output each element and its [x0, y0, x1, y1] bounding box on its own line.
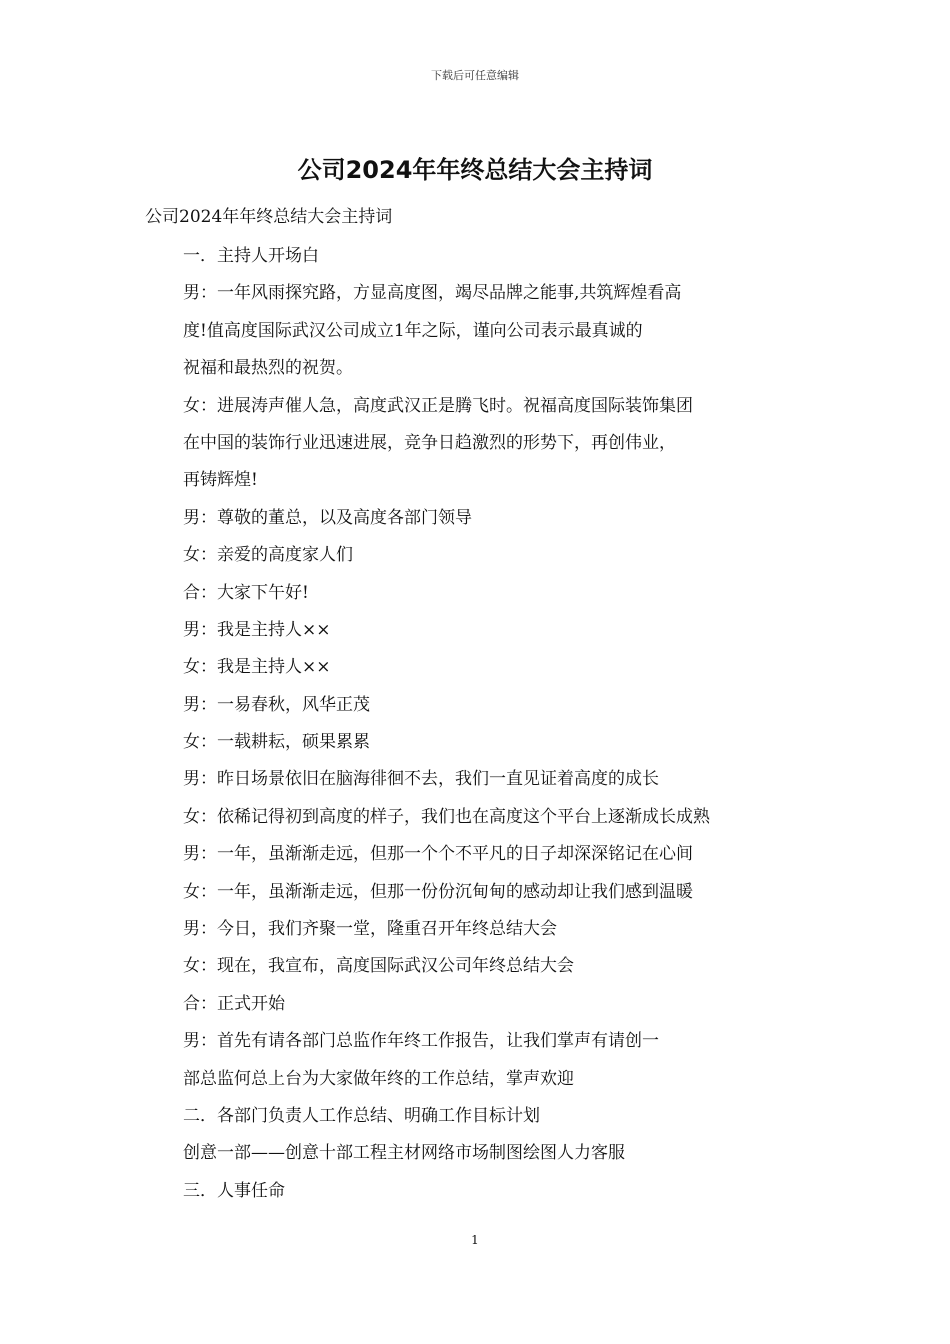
text-line: 三．人事任命 — [183, 1180, 285, 1201]
header-note: 下载后可任意编辑 — [431, 69, 519, 82]
text-line: 创意一部——创意十部工程主材网络市场制图绘图人力客服 — [183, 1143, 625, 1164]
document-title: 公司2024年年终总结大会主持词 — [297, 156, 653, 184]
text-line: 度!值高度国际武汉公司成立1年之际，谨向公司表示最真诚的 — [183, 320, 643, 341]
text-line: 男：我是主持人×× — [183, 619, 331, 640]
text-line: 男：一易春秋，风华正茂 — [183, 694, 370, 715]
text-line: 男：一年，虽渐渐走远，但那一个个不平凡的日子却深深铭记在心间 — [183, 844, 693, 865]
text-line: 女：一载耕耘，硕果累累 — [183, 732, 370, 753]
text-line: 男：尊敬的董总，以及高度各部门领导 — [183, 507, 472, 528]
text-line: 再铸辉煌! — [183, 470, 258, 491]
text-line: 合：大家下午好! — [183, 582, 309, 603]
text-line: 祝福和最热烈的祝贺。 — [183, 358, 353, 379]
text-line: 男：一年风雨探究路，方显高度图，竭尽品牌之能事,共筑辉煌看高 — [183, 283, 682, 304]
text-line: 二．各部门负责人工作总结、明确工作目标计划 — [183, 1105, 540, 1126]
text-line: 女：进展涛声催人急，高度武汉正是腾飞时。祝福高度国际装饰集团 — [183, 395, 693, 416]
text-line: 在中国的装饰行业迅速进展，竞争日趋激烈的形势下，再创伟业， — [183, 432, 676, 453]
text-line: 女：依稀记得初到高度的样子，我们也在高度这个平台上逐渐成长成熟 — [183, 806, 710, 827]
text-line: 女：我是主持人×× — [183, 657, 331, 678]
text-line: 男：首先有请各部门总监作年终工作报告，让我们掌声有请创一 — [183, 1031, 659, 1052]
page-number: 1 — [471, 1233, 479, 1247]
text-line: 一．主持人开场白 — [183, 246, 319, 266]
text-line: 男：今日，我们齐聚一堂，隆重召开年终总结大会 — [183, 919, 557, 940]
text-line: 女：亲爱的高度家人们 — [183, 545, 353, 566]
text-line: 部总监何总上台为大家做年终的工作总结，掌声欢迎 — [183, 1068, 574, 1089]
text-line: 男：昨日场景依旧在脑海徘徊不去，我们一直见证着高度的成长 — [183, 769, 659, 790]
body-text — [183, 238, 710, 1210]
document-subtitle: 公司2024年年终总结大会主持词 — [145, 207, 393, 227]
text-line: 女：一年，虽渐渐走远，但那一份份沉甸甸的感动却让我们感到温暖 — [183, 881, 693, 902]
text-line: 女：现在，我宣布，高度国际武汉公司年终总结大会 — [183, 956, 574, 977]
text-line: 合：正式开始 — [183, 993, 285, 1014]
